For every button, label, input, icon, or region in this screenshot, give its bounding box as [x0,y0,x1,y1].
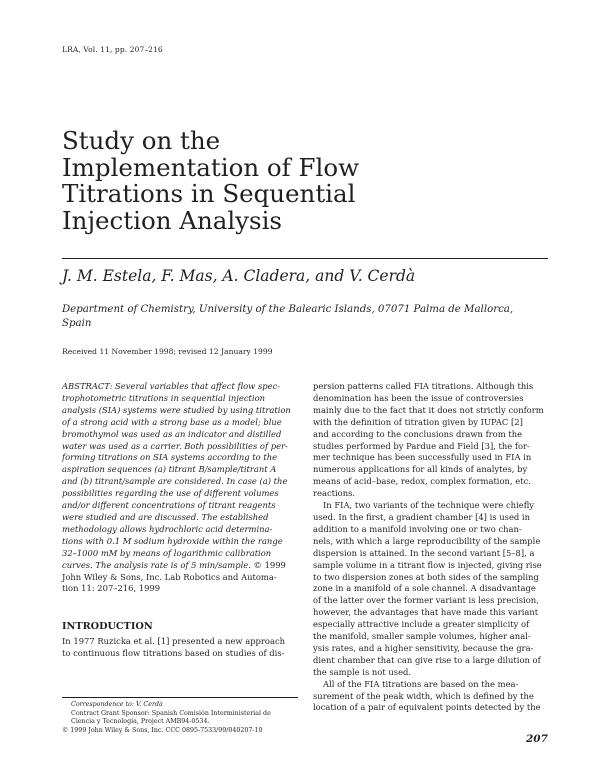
body-line: to continuous flow titrations based on studies of dis- [62,647,285,658]
abstract [62,381,298,595]
abstract-line-text: curves. The analysis rate is of 5 min/sample. [62,559,251,570]
page-number: 207 [526,733,548,745]
title-line: Injection Analysis [62,205,283,235]
abstract-line [62,560,298,572]
introduction-text [62,636,298,660]
body-line: addition to a manifold involving one or two chan- [313,523,522,534]
body-line: dient chamber that can give rise to a large dilution of [313,654,541,665]
abstract-line: water was used as a carrier. Both possibilities of per- [62,440,288,451]
abstract-line: 32–1000 mM by means of logarithmic calibration [62,547,272,558]
body-line: ysis rates, and a higher sensitivity, because the gra- [313,642,534,653]
received-dates: Received 11 November 1998; revised 12 January 1999 [62,347,273,356]
abstract-line: tions with 0.1 M sodium hydroxide within the range [62,535,283,546]
journal-reference: LRA, Vol. 11, pp. 207–216 [62,45,163,54]
body-line: however, the advantages that have made this variant [313,607,539,618]
footnote-line: © 1999 John Wiley & Sons, Inc. CCC 0895-7533/99/040207-10 [62,727,263,735]
body-line: denomination has been the issue of controversies [313,392,524,403]
affiliation [62,303,552,331]
body-line: dispersion is attained. In the second variant [5–8], a [313,547,535,558]
abstract-line: were studied and are discussed. The established [62,511,269,522]
affiliation-line: Department of Chemistry, University of the Balearic Islands, 07071 Palma de Mallorca, [62,304,514,315]
abstract-line: ABSTRACT: Several variables that affect flow spec- [62,381,281,391]
body-line: All of the FIA titrations are based on the mea- [323,678,519,689]
body-line: and according to the conclusions drawn from the [313,428,523,439]
abstract-line: bromothymol was used as an indicator and distilled [62,428,282,439]
abstract-line: of a strong acid with a strong base as a model; blue [62,416,282,427]
footnote-divider [62,697,298,698]
abstract-line: forming titrations on SIA systems according to the [62,452,278,463]
footnote-line: Ciencia y Tecnología, Project AMB94-0534. [71,718,210,726]
abstract-line: and/or different concentrations of titrant reagents [62,500,276,511]
body-line: used. In the first, a gradient chamber [4] is used in [313,511,530,522]
body-line: means of acid–base, redox, complex formation, etc. [313,476,531,487]
title-line: Titrations in Sequential [62,179,356,208]
body-line: In 1977 Ruzicka et al. [1] presented a new approach [62,636,286,646]
title-line: Study on the [62,126,221,155]
article-title [62,128,392,234]
abstract-line: methodology allows hydrochloric acid determina- [62,523,273,534]
abstract-copyright: © 1999 [250,559,286,570]
abstract-line: tion 11: 207–216, 1999 [62,583,161,594]
body-line: especially attractive include a greater simplicity of [313,619,530,630]
body-text-right-column [313,381,549,714]
title-line: Implementation of Flow [62,152,360,182]
body-line: numerous applications for all kinds of analytes, by [313,464,528,475]
body-line: nels, with which a large reproducibility of the sample [313,535,541,546]
author-list: J. M. Estela, F. Mas, A. Cladera, and V. Cerdà [62,267,416,285]
body-line: persion patterns called FIA titrations. Although this [313,381,534,391]
body-line: In FIA, two variants of the technique were chiefly [323,500,535,511]
body-line: the sample is not used. [313,666,412,677]
body-line: of the latter over the former variant is less precision, [313,595,539,606]
body-line: reactions. [313,488,356,499]
body-line: mer technique has been successfully used in FIA in [313,452,532,463]
title-divider [62,258,548,259]
abstract-line: trophotometric titrations in sequential injection [62,392,266,403]
section-heading-introduction: INTRODUCTION [62,621,153,632]
abstract-line: analysis (SIA) systems were studied by using titration [62,404,291,415]
affiliation-line: Spain [62,318,92,329]
footnote-line: Correspondence to: V. Cerdà [71,701,163,708]
body-line: surement of the peak width, which is defined by the [313,690,534,701]
footnotes [62,701,271,736]
abstract-line: John Wiley & Sons, Inc. Lab Robotics and Automa- [62,571,277,582]
abstract-line: and (b) titrant/sample are considered. In case (a) the [62,476,288,487]
body-line: with the definition of titration given by IUPAC [2] [313,416,523,427]
abstract-line: aspiration sequences (a) titrant B/sample/titrant A [62,464,277,475]
body-line: mainly due to the fact that it does not strictly conform [313,404,544,415]
body-line: the manifold, smaller sample volumes, higher anal- [313,631,531,642]
abstract-line: possibilities regarding the use of different volumes [62,488,279,499]
body-line: location of a pair of equivalent points detected by the [313,702,541,713]
body-line: sample volume in a titrant flow is injected, giving rise [313,559,542,570]
body-line: to two dispersion zones at both sides of the sampling [313,571,539,582]
footnote-line: Contract Grant Sponsor: Spanish Comisión Interministerial de [71,709,271,717]
body-line: studies performed by Pardue and Field [3], the for- [313,440,530,451]
body-line: zone in a manifold of a sole channel. A disadvantage [313,583,536,594]
